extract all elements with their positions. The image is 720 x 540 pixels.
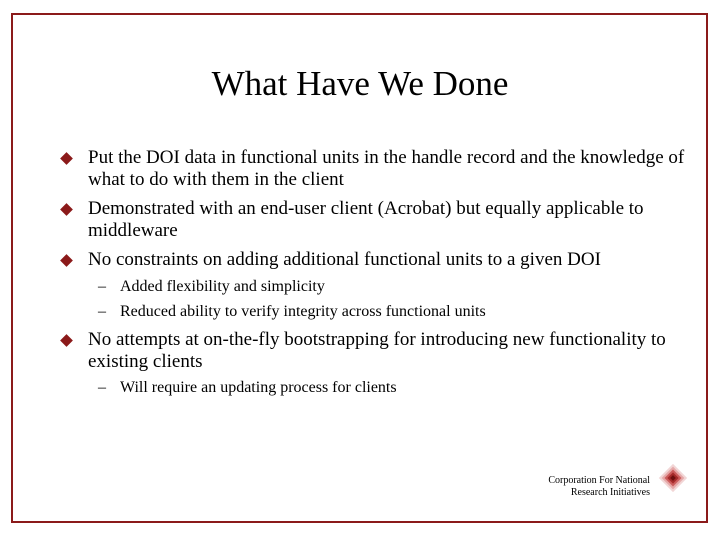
- org-name-line2: Research Initiatives: [570, 487, 650, 498]
- bullet-2-text: Demonstrated with an end-user client (Acrobat) but equally applicable to middleware: [88, 198, 644, 241]
- bullet-1-text: Put the DOI data in functional units in the handle record and the knowledge of what to do with them in the client: [88, 147, 685, 190]
- org-name: [548, 475, 650, 499]
- sub-bullet-3-1-text: Added flexibility and simplicity: [120, 278, 325, 295]
- sub-bullet-4-1-text: Will require an updating process for clients: [120, 379, 397, 396]
- slide-title: What Have We Done: [211, 64, 509, 103]
- sub-bullet-dash: –: [98, 303, 106, 320]
- cnri-logo-icon: [655, 460, 691, 496]
- bullet-4-text: No attempts at on-the-fly bootstrapping for introducing new functionality to existing clients: [88, 329, 666, 372]
- sub-bullet-dash: –: [98, 379, 106, 396]
- sub-bullet-3-2-text: Reduced ability to verify integrity across functional units: [120, 303, 486, 320]
- org-name-line1: Corporation For National: [548, 475, 650, 486]
- bullet-3-text: No constraints on adding additional functional units to a given DOI: [88, 249, 601, 270]
- sub-bullet-dash: –: [98, 278, 106, 295]
